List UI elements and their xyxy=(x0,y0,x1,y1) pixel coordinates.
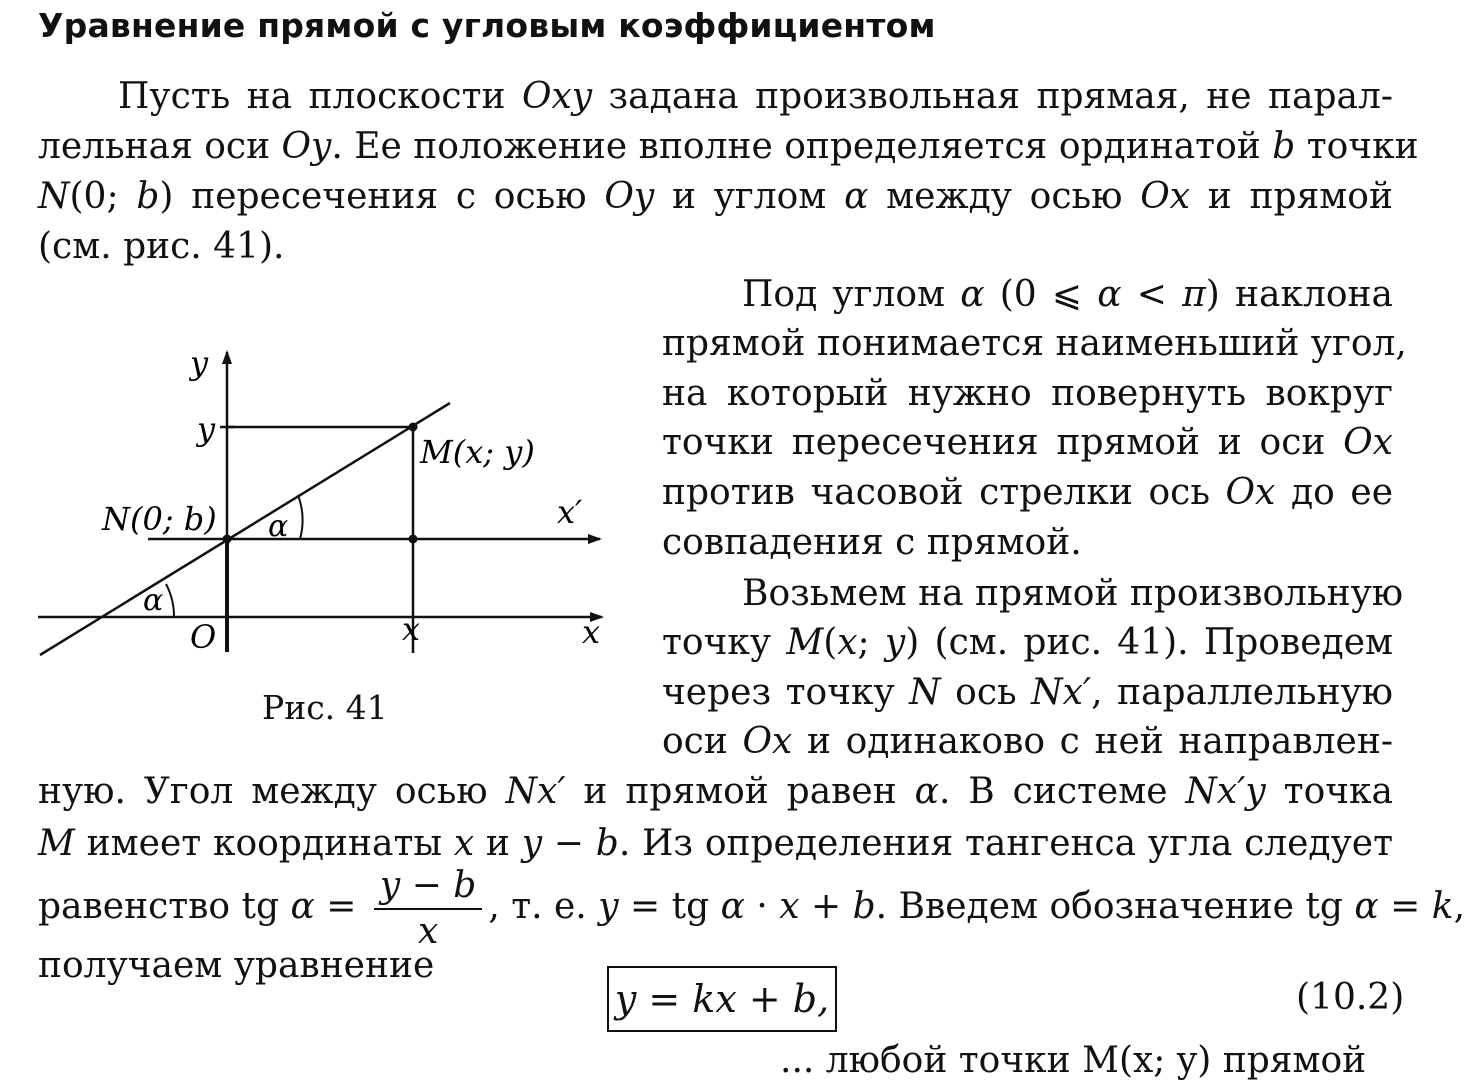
section-heading: Уравнение прямой с угловым коэффициентом xyxy=(38,6,936,45)
point-m-dot xyxy=(409,423,418,432)
figure-41 xyxy=(30,340,620,670)
text-line: получаем уравнение xyxy=(38,945,435,986)
text-line: лельная оси Oy. Ее положение вполне определяется ординатой b точки xyxy=(38,126,1419,167)
text-line: против часовой стрелки ось Ox до ее xyxy=(662,472,1393,513)
label-y-tick: y xyxy=(197,410,216,448)
text-line: точки пересечения прямой и оси Ox xyxy=(662,422,1393,463)
label-alpha-lower: α xyxy=(143,583,164,618)
text-line: на который нужно повернуть вокруг xyxy=(662,373,1393,414)
fraction: $\frac{y - b}{x}$ xyxy=(374,868,482,950)
text-line: (см. рис. 41). xyxy=(38,226,285,267)
text-line: Возьмем на прямой произвольную xyxy=(742,573,1404,614)
equation-number: (10.2) xyxy=(1296,977,1405,1018)
text-line: ную. Угол между осью Nx′ и прямой равен α. В системе Nx′y точка xyxy=(38,771,1394,812)
label-x-axis: x xyxy=(582,613,601,651)
intersection-dot xyxy=(409,535,418,544)
text-line: Пусть на плоскости Oxy задана произвольная прямая, не парал- xyxy=(118,76,1393,117)
text-line: точку M(x; y) (см. рис. 41). Проведем xyxy=(662,622,1394,663)
label-point-n: N(0; b) xyxy=(102,500,217,538)
text-line: совпадения с прямой. xyxy=(662,522,1082,563)
text-line: прямой понимается наименьший угол, xyxy=(662,323,1407,364)
point-n-dot xyxy=(223,535,232,544)
label-y-axis: y xyxy=(190,344,209,382)
angle-arc-lower xyxy=(166,584,174,617)
label-alpha-upper: α xyxy=(268,509,289,544)
boxed-equation: y = kx + b, xyxy=(607,966,837,1032)
cut-off-line: ... любой точки M(x; y) прямой xyxy=(780,1040,1367,1081)
label-origin: O xyxy=(190,618,217,656)
angle-arc-upper xyxy=(298,495,303,539)
text-line: Под углом α (0 ⩽ α < π) наклона xyxy=(742,274,1393,315)
label-x-tick: x xyxy=(402,610,421,648)
text-line: оси Ox и одинаково с ней направлен- xyxy=(662,721,1393,762)
label-x-prime: x′ xyxy=(557,493,583,531)
figure-caption: Рис. 41 xyxy=(262,688,388,727)
text-line: через точку N ось Nx′, параллельную xyxy=(662,672,1393,713)
text-line: M имеет координаты x и y − b. Из определения тангенса угла следует xyxy=(38,823,1393,864)
label-point-m: M(x; y) xyxy=(420,433,535,471)
text-line: N(0; b) пересечения с осью Oy и углом α между осью Ox и прямой xyxy=(38,176,1393,217)
text-line: равенство tg α = $\frac{y - b}{x}$ , т. е. y = tg α · x + b. Введем обозначение tg α = k, xyxy=(38,865,1465,952)
